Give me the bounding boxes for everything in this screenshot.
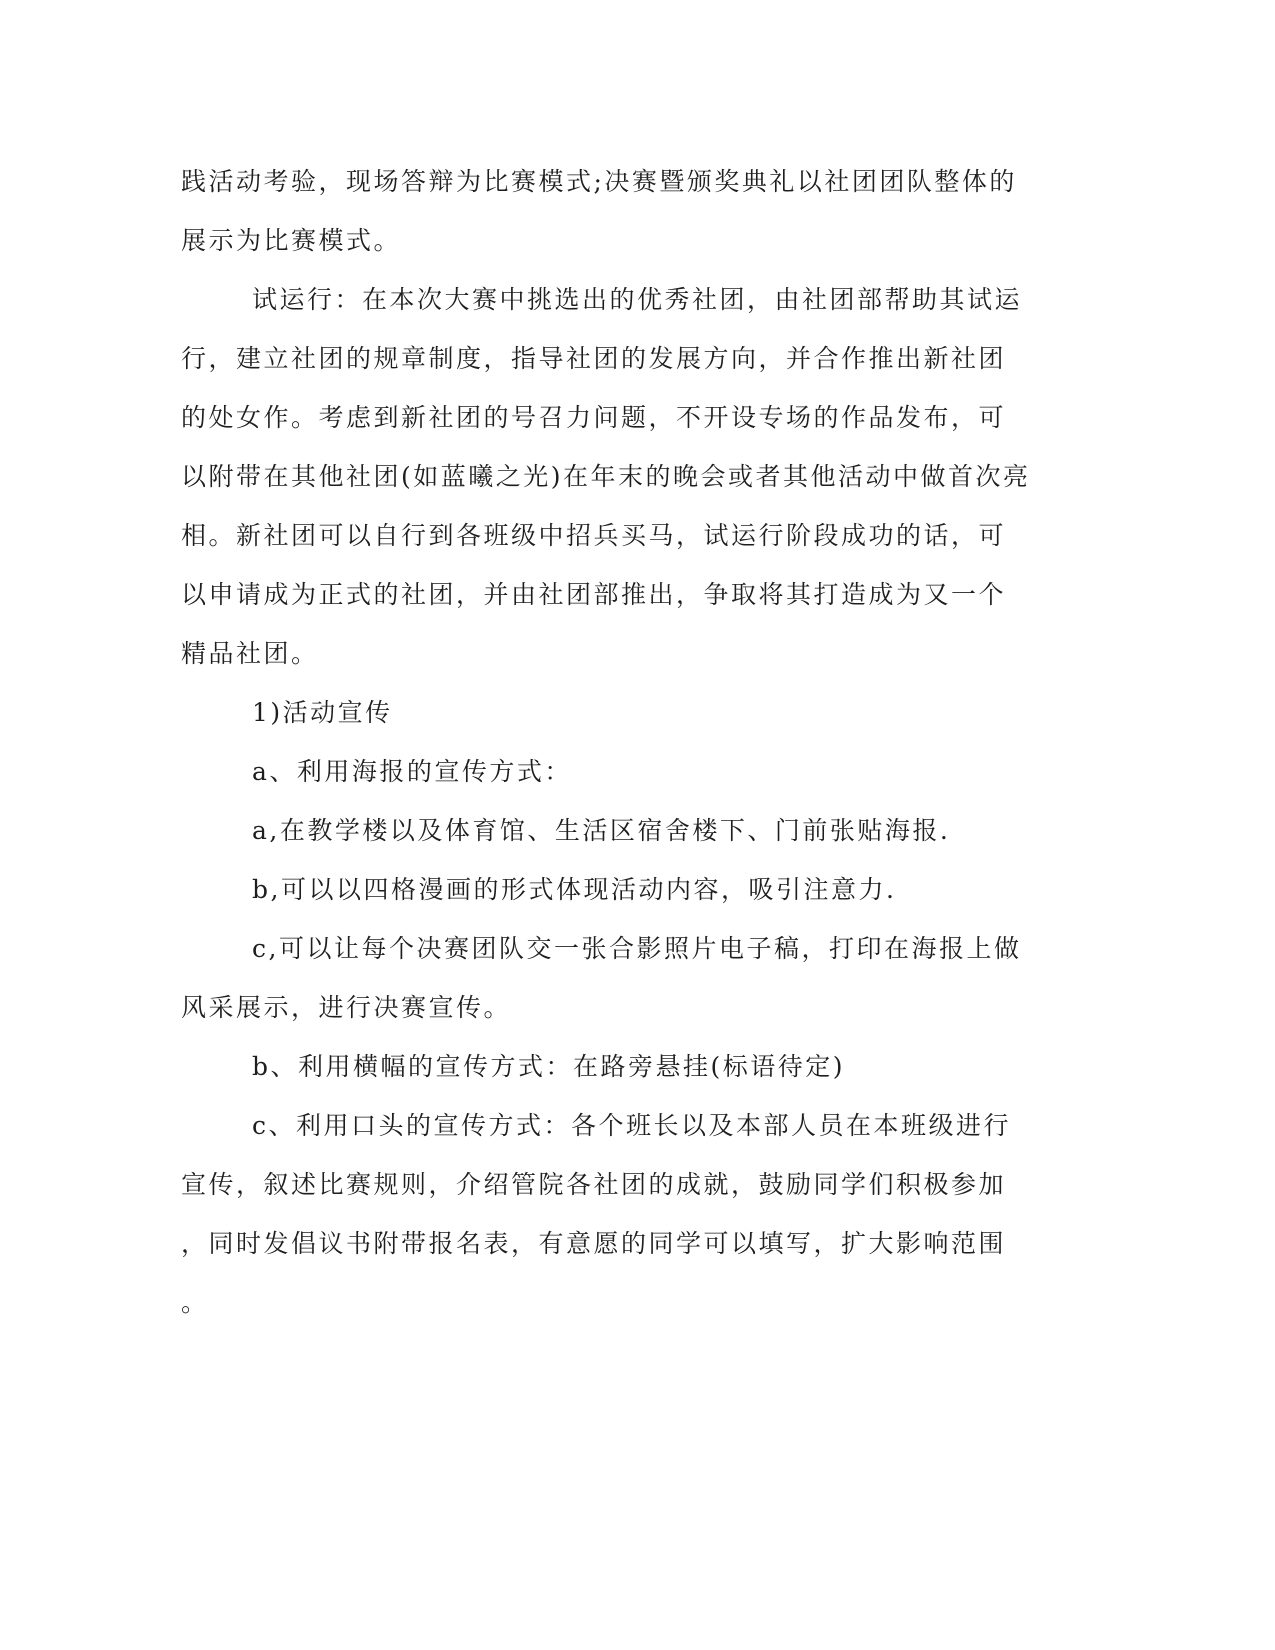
paragraph	[181, 683, 1041, 742]
list-item: a,在教学楼以及体育馆、生活区宿舍楼下、门前张贴海报.	[252, 816, 951, 845]
paragraph	[181, 801, 1041, 860]
list-item: b、利用横幅的宣传方式：在路旁悬挂(标语待定)	[252, 1052, 846, 1081]
paragraph	[181, 1037, 1041, 1096]
text-line: 风采展示，进行决赛宣传。	[181, 993, 512, 1022]
text-line: 以附带在其他社团(如蓝曦之光)在年末的晚会或者其他活动中做首次亮	[181, 462, 1031, 491]
section-heading: 1)活动宣传	[252, 698, 393, 727]
text-line: ，同时发倡议书附带报名表，有意愿的同学可以填写，扩大影响范围	[181, 1229, 1007, 1258]
text-line: 试运行：在本次大赛中挑选出的优秀社团，由社团部帮助其试运	[252, 285, 1023, 314]
list-item: a、利用海报的宣传方式：	[252, 757, 572, 786]
document-body	[181, 152, 1041, 1332]
paragraph	[181, 919, 1041, 1037]
text-line: 展示为比赛模式。	[181, 226, 402, 255]
paragraph	[181, 152, 1041, 270]
list-item: c,可以让每个决赛团队交一张合影照片电子稿，打印在海报上做	[252, 934, 1022, 963]
text-line: 相。新社团可以自行到各班级中招兵买马，试运行阶段成功的话，可	[181, 521, 1007, 550]
list-item: c、利用口头的宣传方式：各个班长以及本部人员在本班级进行	[252, 1111, 1012, 1140]
text-line: 精品社团。	[181, 639, 319, 668]
paragraph	[181, 1096, 1041, 1332]
text-line: 以申请成为正式的社团，并由社团部推出，争取将其打造成为又一个	[181, 580, 1007, 609]
text-line: 宣传，叙述比赛规则，介绍管院各社团的成就，鼓励同学们积极参加	[181, 1170, 1007, 1199]
text-line: 的处女作。考虑到新社团的号召力问题，不开设专场的作品发布，可	[181, 403, 1007, 432]
text-line: 行，建立社团的规章制度，指导社团的发展方向，并合作推出新社团	[181, 344, 1007, 373]
paragraph	[181, 742, 1041, 801]
paragraph	[181, 860, 1041, 919]
text-line: 。	[181, 1288, 209, 1317]
text-line: 践活动考验，现场答辩为比赛模式;决赛暨颁奖典礼以社团团队整体的	[181, 167, 1017, 196]
list-item: b,可以以四格漫画的形式体现活动内容，吸引注意力.	[252, 875, 897, 904]
paragraph	[181, 270, 1041, 683]
